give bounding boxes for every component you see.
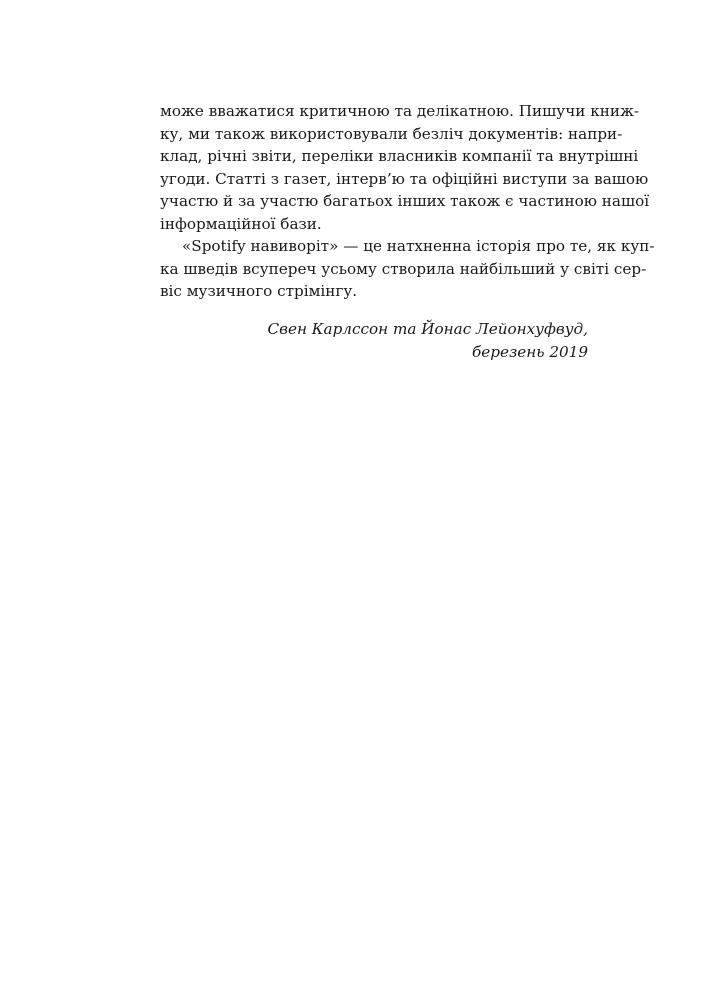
signature bbox=[168, 318, 588, 363]
text-line: угоди. Статті з газет, інтерв’ю та офіційні виступи за вашою bbox=[160, 169, 649, 188]
signature-authors: Свен Карлссон та Йонас Лейонхуфвуд, bbox=[267, 320, 588, 338]
signature-date: березень 2019 bbox=[472, 342, 588, 361]
text-line: клад, річні звіти, переліки власників компанії та внутрішні bbox=[160, 147, 639, 165]
text-line: ку, ми також використовували безліч документів: напри- bbox=[160, 124, 623, 143]
text-line: інформаційної бази. bbox=[160, 214, 322, 233]
body-text bbox=[160, 100, 655, 303]
text-line: «Spotify навиворіт» — це натхненна історія про те, як куп- bbox=[182, 237, 655, 255]
text-line: участю й за участю багатьох інших також є частиною нашої bbox=[160, 192, 650, 210]
text-line: віс музичного стрімінгу. bbox=[160, 282, 358, 300]
text-line: ка шведів всупереч усьому створила найбільший у світі сер- bbox=[160, 259, 647, 278]
text-line: може вважатися критичною та делікатною. Пишучи книж- bbox=[160, 102, 640, 120]
